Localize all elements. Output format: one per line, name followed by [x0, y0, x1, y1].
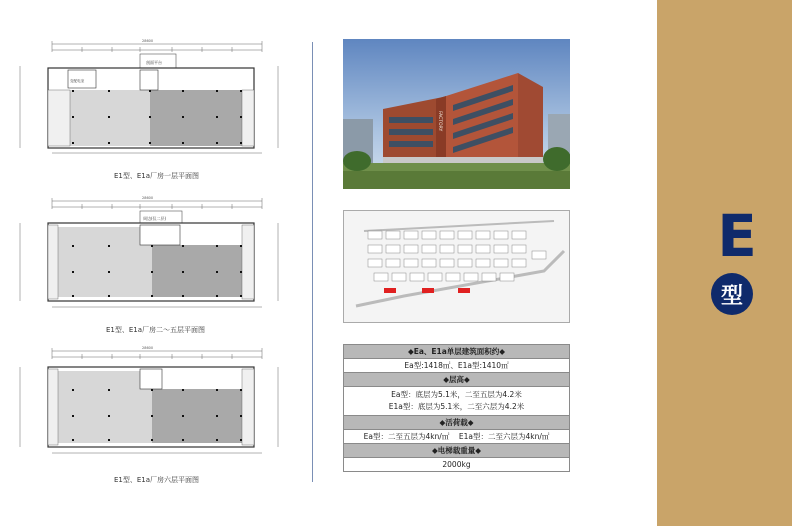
floor-plan-1 [12, 38, 288, 180]
building-rendering [343, 39, 570, 189]
spec-table [343, 344, 570, 472]
building-sign: FACTORY [437, 111, 442, 132]
plan-caption: E1型、E1a厂房一层平面图 [114, 172, 200, 180]
floor-plan-3 [12, 345, 288, 484]
plan-label-room: 变配电室 [70, 79, 85, 83]
spec-value-row [344, 458, 570, 472]
spec-value-row [344, 430, 570, 444]
spec-value-height-ea: Ea型：底层为5.1米，二至五层为4.2米 [391, 390, 522, 399]
spec-header-area: ◆Ea、E1a单层建筑面积约◆ [344, 345, 570, 359]
plan-caption: E1型、E1a厂房六层平面图 [114, 476, 200, 484]
spec-header-elevator: ◆电梯载重量◆ [344, 444, 570, 458]
spec-header-row [344, 416, 570, 430]
site-plan [343, 210, 570, 323]
spec-header-load: ◆活荷载◆ [344, 416, 570, 430]
plan-dim-top: 28600 [142, 39, 154, 43]
column-divider [312, 42, 313, 482]
spec-header-height: ◆层高◆ [344, 373, 570, 387]
type-badge: 型 [711, 273, 753, 315]
spec-value-row [344, 359, 570, 373]
spec-header-row [344, 373, 570, 387]
spec-value-height [344, 387, 570, 416]
spec-value-elevator: 2000kg [344, 458, 570, 472]
floor-plan-2 [12, 195, 288, 334]
spec-value-row [344, 387, 570, 416]
plan-dim-top: 28600 [142, 346, 154, 350]
plan-dim-top: 28600 [142, 196, 154, 200]
plan-label-platform: 剖面平台 [146, 60, 162, 65]
type-letter: E [717, 202, 757, 270]
spec-header-row [344, 345, 570, 359]
plan-label-platform: 周边(仅二层) [143, 216, 167, 221]
spec-header-row [344, 444, 570, 458]
spec-value-area: Ea型:1418㎡、E1a型:1410㎡ [344, 359, 570, 373]
plan-caption: E1型、E1a厂房二～五层平面图 [106, 326, 206, 334]
spec-value-height-e1a: E1a型：底层为5.1米，二至六层为4.2米 [388, 402, 525, 411]
spec-value-load: Ea型：二至五层为4kn/㎡ E1a型：二至六层为4kn/㎡ [344, 430, 570, 444]
